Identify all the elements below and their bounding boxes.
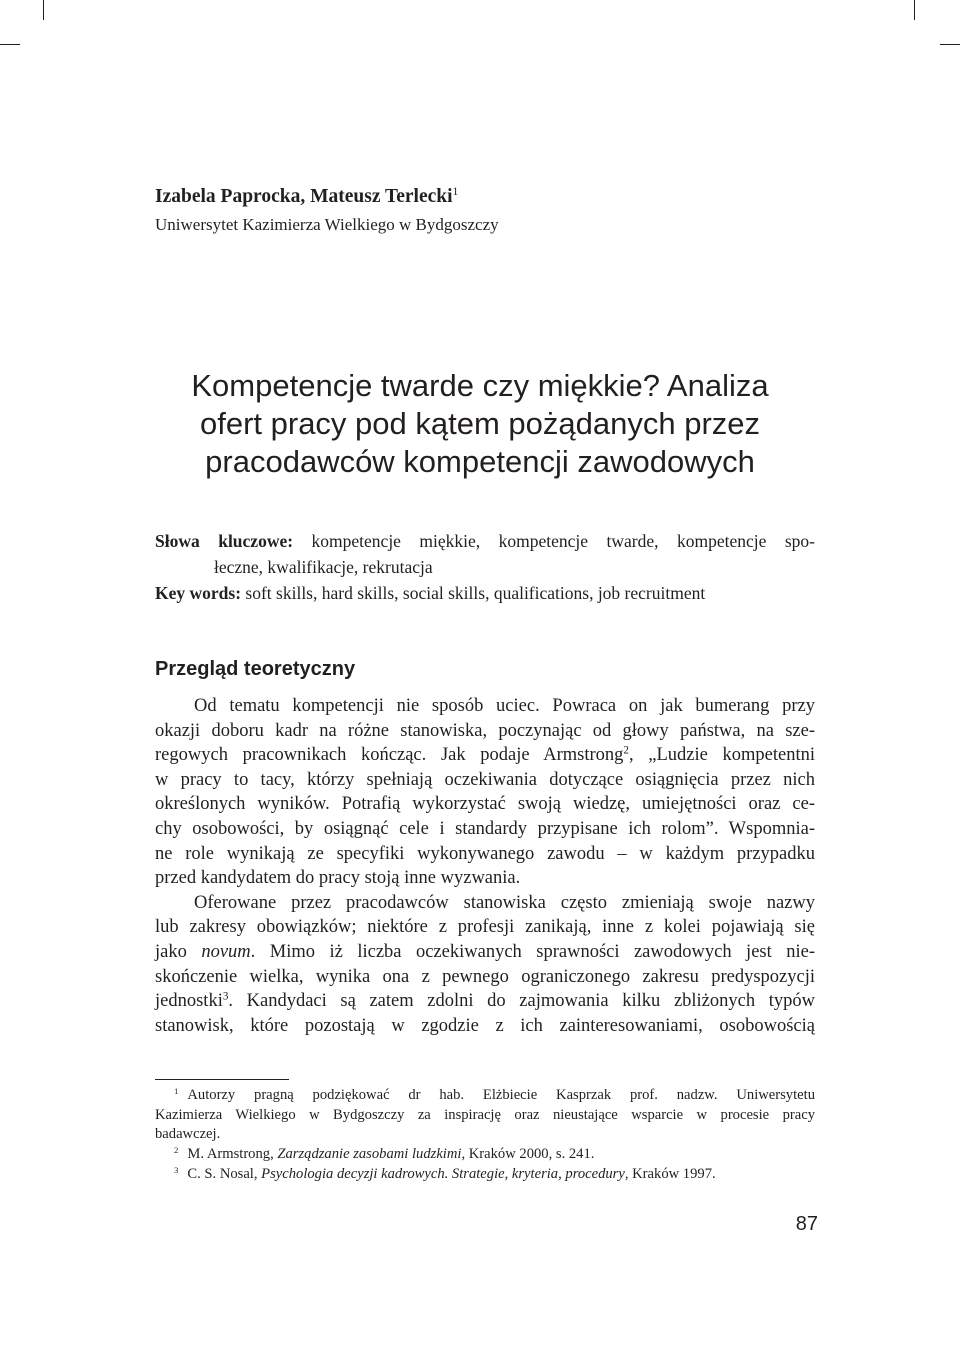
text-line: lub zakresy obowiązków; niektóre z profesji zanikają, inne z kolei pojawiają się <box>155 917 815 938</box>
text-line: stanowisk, które pozostają w zgodzie z ich zainteresowaniami, osobowością <box>155 1015 815 1036</box>
text-line: przed kandydatem do pracy stoją inne wyzwania. <box>155 868 521 889</box>
book-title: Psychologia decyzji kadrowych. Strategie, kryteria, procedury <box>261 1165 625 1182</box>
crop-mark <box>940 44 960 45</box>
footnote-number: 3 <box>174 1164 179 1175</box>
emphasis: novum <box>201 941 251 962</box>
footnote-line <box>155 1086 815 1106</box>
text-line <box>155 940 815 965</box>
body-text <box>155 694 815 1038</box>
text-line: skończenie wielka, wynika ona z pewnego ograniczonego zakresu predyspozycji <box>155 966 815 987</box>
footnote-separator <box>155 1079 289 1080</box>
keywords-polish-text: łeczne, kwalifikacje, rekrutacja <box>214 557 433 577</box>
text-run: , „Ludzie kompetentni <box>628 745 816 766</box>
text-run: regowych pracownikach kończąc. Jak podaje Armstrong <box>155 745 624 766</box>
authors <box>155 186 458 208</box>
text-run: , Kraków 1997. <box>624 1165 716 1182</box>
text-line: Oferowane przez pracodawców stanowiska często zmieniają swoje nazwy <box>194 892 815 913</box>
keywords-english-text: soft skills, hard skills, social skills, qualifications, job recruitment <box>245 583 706 603</box>
text-run: C. S. Nosal, <box>187 1165 258 1182</box>
text-line: chy osobowości, by osiągnąć cele i standardy przypisane ich rolom”. Wspomnia- <box>155 818 815 839</box>
footnote-1 <box>155 1086 815 1145</box>
keywords-english-label: Key words: <box>155 583 242 603</box>
authors-names: Izabela Paprocka, Mateusz Terlecki <box>155 186 453 207</box>
crop-mark <box>43 0 44 20</box>
keywords-block <box>155 528 815 606</box>
text-run: . Mimo iż liczba oczekiwanych sprawności zawodowych jest nie- <box>250 941 815 962</box>
text-run: M. Armstrong, <box>187 1146 274 1163</box>
footnote-line: Kazimierza Wielkiego w Bydgoszczy za inspirację oraz nieustające wsparcie w procesie pracy <box>155 1106 815 1123</box>
keywords-polish <box>155 528 815 580</box>
paper-title <box>150 367 810 481</box>
footnote-line <box>155 1145 815 1165</box>
footnote-ref-1[interactable]: 1 <box>452 184 459 198</box>
text-line: okazji doboru kadr na różne stanowiska, poczynając od głowy państwa, na sze- <box>155 720 815 741</box>
affiliation: Uniwersytet Kazimierza Wielkiego w Bydgoszczy <box>155 215 499 234</box>
footnote-number: 2 <box>174 1144 179 1155</box>
text-line: w pracy to tacy, którzy spełniają oczekiwania dotyczące osiągnięcia przez nich <box>155 769 815 790</box>
text-line <box>155 989 815 1014</box>
title-line: ofert pracy pod kątem pożądanych przez <box>199 406 761 441</box>
text-run: jako <box>155 941 187 962</box>
title-line: pracodawców kompetencji zawodowych <box>205 444 755 479</box>
text-run: , Kraków 2000, s. 241. <box>461 1146 595 1163</box>
keywords-polish-label: Słowa kluczowe: <box>155 531 294 551</box>
keywords-english <box>155 580 815 606</box>
text-line: ne role wynikają ze specyfiki wykonywanego zawodu – w każdym przypadku <box>155 843 815 864</box>
section-heading: Przegląd teoretyczny <box>155 658 356 680</box>
text-line: określonych wyników. Potrafią wykorzystać swoją wiedzę, umiejętności oraz ce- <box>155 794 815 815</box>
keywords-polish-text: kompetencje miękkie, kompetencje twarde, kompetencje spo- <box>311 531 816 551</box>
text-line: Od tematu kompetencji nie sposób uciec. Powraca on jak bumerang przy <box>194 696 815 716</box>
footnote-3 <box>155 1165 815 1185</box>
footnote-number: 1 <box>174 1085 179 1096</box>
footnote-2 <box>155 1145 815 1165</box>
paragraph <box>155 694 815 891</box>
text-run: jednostki <box>155 991 223 1012</box>
footnote-line: badawczej. <box>155 1126 221 1143</box>
paragraph <box>155 891 815 1039</box>
page-number: 87 <box>795 1213 818 1235</box>
title-line: Kompetencje twarde czy miękkie? Analiza <box>191 368 769 403</box>
text-line <box>155 743 815 768</box>
footnote-ref-3[interactable]: 3 <box>222 990 229 1003</box>
book-title: Zarządzanie zasobami ludzkimi <box>277 1146 462 1163</box>
text-run: Autorzy pragną podziękować dr hab. Elżbiecie Kasprzak prof. nadzw. Uniwersytetu <box>187 1087 815 1103</box>
crop-mark <box>0 44 20 45</box>
crop-mark <box>914 0 915 20</box>
footnotes <box>155 1086 815 1185</box>
footnote-ref-2[interactable]: 2 <box>623 744 629 757</box>
footnote-line <box>155 1165 815 1185</box>
text-run: . Kandydaci są zatem zdolni do zajmowania kilku zbliżonych typów <box>228 991 815 1012</box>
